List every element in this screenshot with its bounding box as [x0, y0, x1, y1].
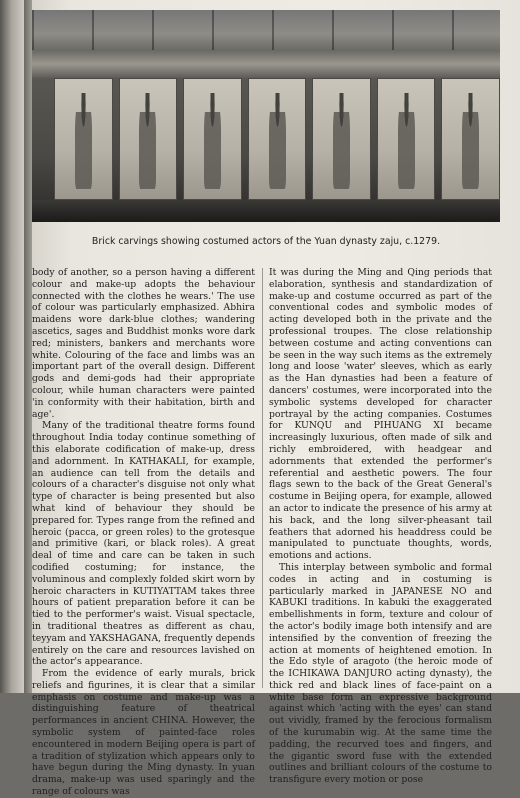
actor-figure	[462, 93, 479, 189]
right-text-column	[269, 267, 492, 786]
photo-panel	[183, 78, 242, 200]
paragraph: From the evidence of early murals, brick reliefs and figurines, it is clear that a similar emphasis on costume and make-up was a distinguishing feature of theatrical performances in ancient CHINA. However, the symbolic system of painted-face roles encountered in modern Beijing opera is part of a tradition of stylization which appears only to have begun during the Ming dynasty. In yuan drama, make-up was used sparingly and the range of colours was	[32, 668, 255, 798]
photo-panels	[54, 78, 500, 200]
actor-figure	[139, 93, 156, 189]
figure-caption: Brick carvings showing costumed actors of the Yuan dynasty zaju, c.1279.	[91, 236, 441, 247]
photo-panel	[119, 78, 178, 200]
paragraph: It was during the Ming and Qing periods that elaboration, synthesis and standardization of make-up and costume occurred as part of the conventional codes and symbolic modes of acting developed both in the private and the professional troupes. The close relationship between costume and acting conventions can be seen in the way such items as the extremely long and loose 'water' sleeves, which as early as the Han dynasties had been a feature of dancers' costumes, were incorporated into the symbolic systems developed for character portrayal by the acting companies. Costumes for KUNQU and PIHUANG XI became increasingly luxurious, often made of silk and richly embroidered, with headgear and adornments that extended the performer's referential and aesthetic powers. The four flags sewn to the back of the Great General's costume in Beijing opera, for example, allowed an actor to indicate the presence of his army at his back, and the long silver-pheasant tail feathers that adorned his headdress could be manipulated to punctuate thoughts, words, emotions and actions.	[269, 267, 492, 562]
photo-bricks-top	[32, 10, 500, 50]
photo-base	[32, 200, 500, 222]
actor-figure	[333, 93, 350, 189]
book-page	[32, 0, 520, 798]
brick-carvings-photo	[32, 10, 500, 222]
photo-panel	[377, 78, 436, 200]
adjacent-page-strip	[0, 0, 26, 693]
paragraph: body of another, so a person having a different colour and make-up adopts the behaviour connected with the clothes he wears.' The use of colour was particularly emphasized. Abhira maidens wore dark-blue clothes; wandering ascetics, sages and Buddhist monks wore dark red; ministers, bankers and merchants wore white. Colouring of the face and limbs was an important part of the overall design. Different gods and demi-gods had their appropriate colour, while human characters were painted 'in conformity with their habitation, birth and age'.	[32, 267, 255, 420]
column-divider	[262, 268, 263, 688]
actor-figure	[75, 93, 92, 189]
photo-panel	[54, 78, 113, 200]
photo-beam	[32, 50, 500, 78]
photo-panel	[312, 78, 371, 200]
paragraph: This interplay between symbolic and formal codes in acting and in costuming is particularly marked in JAPANESE NO and KABUKI traditions. In kabuki the exaggerated embellishments in form, texture and colour of the actor's bodily image both intensify and are intensified by the convention of freezing the action at moments of heightened emotion. In the Edo style of aragoto (the heroic mode of the ICHIKAWA DANJURO acting dynasty), the thick red and black lines of face-paint on a white base form an expressive background against which 'acting with the eyes' can stand out vividly, framed by the ferocious formalism of the kurumabin wig. At the same time the padding, the recurved toes and fingers, and the gigantic sword fuse with the extended outlines and brilliant colours of the costume to transfigure every motion or pose	[269, 561, 492, 786]
actor-figure	[204, 93, 221, 189]
left-text-column	[32, 267, 255, 798]
photo-panel	[248, 78, 307, 200]
paragraph: Many of the traditional theatre forms found throughout India today continue something of this elaborate codification of make-up, dress and adornment. In KATHAKALI, for example, an audience can tell from the details and colours of a character's disguise not only what type of character is being presented but also what kind of behaviour they should be prepared for. Types range from the refined and heroic (pacca, or green roles) to the grotesque and primitive (kari, or black roles). A great deal of time and care can be taken in such codified costuming; for instance, the voluminous and complexly folded skirt worn by heroic characters in KUTIYATTAM takes three hours of patient preparation before it can be tied to the performer's waist. Visual spectacle, in traditional theatres as different as chau, teyyam and YAKSHAGANA, frequently depends entirely on the care and resources lavished on the actor's appearance.	[32, 420, 255, 668]
actor-figure	[269, 93, 286, 189]
actor-figure	[398, 93, 415, 189]
photo-panel	[441, 78, 500, 200]
